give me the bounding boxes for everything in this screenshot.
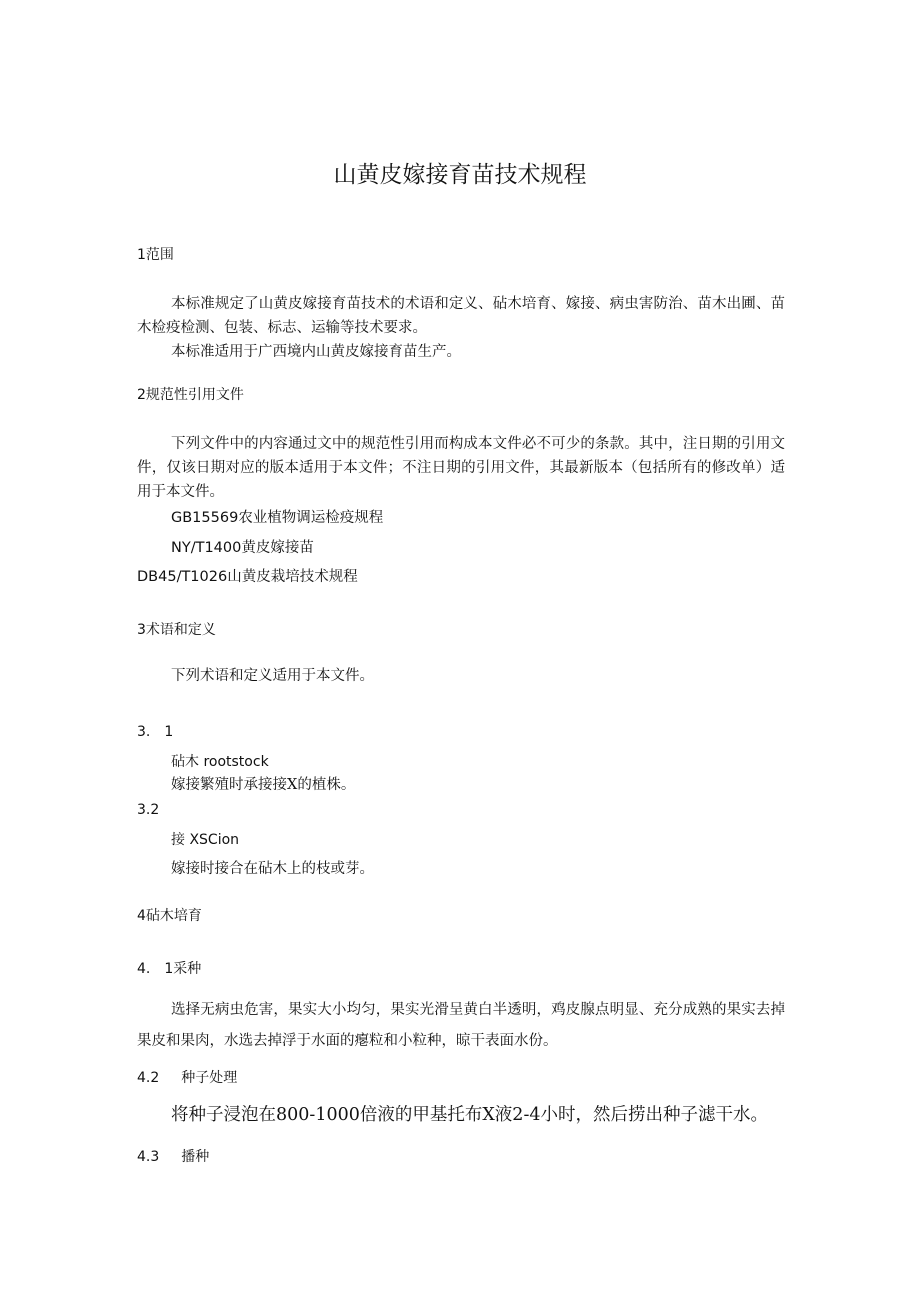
subsection-title: 采种 — [173, 961, 202, 977]
reference-name: 农业植物调运检疫规程 — [238, 510, 384, 526]
terms-intro: 下列术语和定义适用于本文件。 — [171, 668, 374, 684]
reference-item — [171, 538, 314, 558]
term-name: 接 XSCion — [171, 832, 240, 848]
scope-paragraph — [137, 292, 785, 364]
subsection-number: 4. 1 — [137, 961, 174, 977]
subsection-title: 播种 — [181, 1149, 210, 1165]
scope-text: 本标准规定了山黄皮嫁接育苗技术的术语和定义、砧木培育、嫁接、病虫害防治、苗木出圃、苗木检疫检测、包装、标志、运输等技术要求。 — [137, 296, 785, 336]
references-text: 下列文件中的内容通过文中的规范性引用而构成本文件必不可少的条款。其中，注日期的引用文件，仅该日期对应的版本适用于本文件；不注日期的引用文件，其最新版本（包括所有的修改单）适用于本文件。 — [137, 436, 785, 500]
term-definition: 嫁接时接合在砧木上的枝或芽。 — [171, 861, 374, 877]
seed-collection-text: 选择无病虫危害，果实大小均匀，果实光滑呈黄白半透明，鸡皮腺点明显、充分成熟的果实去掉果皮和果肉，水选去掉浮于水面的瘪粒和小粒种，晾干表面水份。 — [137, 1002, 785, 1049]
term-number: 3.2 — [137, 802, 160, 818]
reference-name: 山黄皮栽培技术规程 — [227, 569, 358, 585]
subsection-title: 种子处理 — [181, 1070, 238, 1086]
term-name: 砧木 rootstock — [171, 754, 269, 770]
subsection-heading — [137, 1068, 237, 1088]
scope-applicability: 本标准适用于广西境内山黄皮嫁接育苗生产。 — [171, 344, 461, 360]
reference-name: 黄皮嫁接苗 — [241, 540, 314, 556]
subsection-number: 4.2 — [137, 1070, 160, 1086]
seed-treatment-text: 将种子浸泡在800-1000倍液的甲基托布X液2-4小时，然后捞出种子滤干水。 — [171, 1105, 768, 1125]
section-heading-references: 2规范性引用文件 — [137, 387, 244, 403]
term-number: 3. 1 — [137, 724, 174, 740]
section-heading-terms: 3术语和定义 — [137, 622, 216, 638]
section-heading-scope: 1范围 — [137, 247, 174, 263]
subsection-heading — [137, 1147, 209, 1167]
subsection-number: 4.3 — [137, 1149, 160, 1165]
term-definition: 嫁接繁殖时承接接X的植株。 — [171, 777, 356, 793]
subsection-heading — [137, 959, 201, 979]
section-heading-rootstock: 4砧木培育 — [137, 908, 202, 924]
reference-code: GB15569 — [171, 510, 239, 526]
references-paragraph — [137, 432, 785, 504]
reference-code: DB45/T1026 — [137, 569, 228, 585]
reference-item — [171, 508, 383, 528]
seed-collection-paragraph — [137, 995, 785, 1057]
reference-item — [137, 567, 358, 587]
document-title: 山黄皮嫁接育苗技术规程 — [333, 162, 587, 188]
reference-code: NY/T1400 — [171, 540, 242, 556]
